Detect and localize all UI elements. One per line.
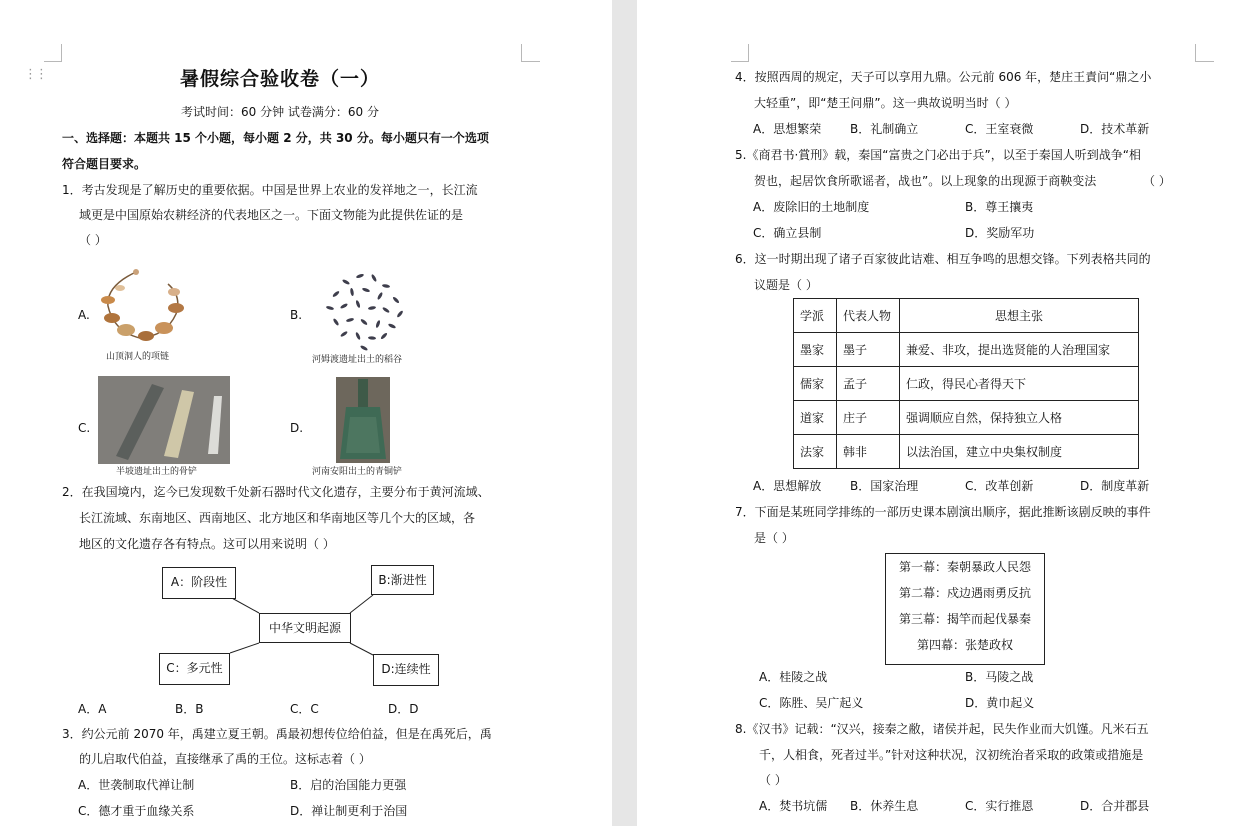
play-acts-box	[885, 553, 1045, 665]
question-7-text: 7．下面是某班同学排练的一部历史课本剧演出顺序，据此推断该剧反映的事件	[735, 505, 1151, 519]
option-label: C.	[78, 421, 91, 435]
question-2-text: 地区的文化遗存各有特点。这可以用来说明（ ）	[79, 537, 335, 551]
option: C．实行推恩	[965, 799, 1034, 813]
option-label: D.	[290, 421, 304, 435]
margin-corner-mark	[44, 44, 62, 62]
table-cell: 庄子	[837, 401, 900, 435]
table-cell: 道家	[794, 401, 837, 435]
document-page-2	[637, 0, 1241, 826]
table-cell: 以法治国，建立中央集权制度	[900, 435, 1139, 469]
table-cell: 儒家	[794, 367, 837, 401]
margin-corner-mark	[521, 44, 540, 62]
bone-shovels-image	[98, 376, 230, 464]
table-row	[794, 401, 1139, 435]
question-8-text: 千，人相食，死者过半。”针对这种状况，汉初统治者采取的政策或措施是	[759, 748, 1144, 762]
option: B．B	[175, 702, 204, 716]
section-heading: 符合题目要求。	[62, 157, 147, 171]
question-1-text: （ ）	[79, 233, 107, 247]
table-header-cell: 思想主张	[900, 299, 1139, 333]
image-caption: 河南安阳出土的青铜铲	[312, 467, 403, 477]
question-4-text: 4．按照西周的规定，天子可以享用九鼎。公元前 606 年，楚庄王責问“鼎之小	[735, 70, 1152, 84]
question-1-text: 域更是中国原始农耕经济的代表地区之一。下面文物能为此提供佐证的是	[79, 208, 464, 222]
option: D．技术革新	[1080, 122, 1150, 136]
option: D．奖励军功	[965, 226, 1035, 240]
document-page-1	[0, 0, 612, 826]
question-5-text: 贺也，起居饮食所歌谣者，战也”。以上现象的出现源于商鞅变法	[754, 174, 1097, 188]
question-5-text: （ ）	[1143, 174, 1171, 188]
question-8-text: （ ）	[759, 773, 787, 787]
option: B．启的治国能力更强	[290, 778, 407, 792]
option: D．D	[388, 702, 419, 716]
option: A．世袭制取代禅让制	[78, 778, 195, 792]
option: C．王室衰微	[965, 122, 1034, 136]
schools-table	[793, 298, 1139, 469]
play-act: 第二幕：戍边遇雨勇反抗	[898, 586, 1031, 600]
question-8-text: 8.《汉书》记载：“汉兴，接秦之敝，诸侯并起，民失作业而大饥馑。凡米石五	[735, 722, 1149, 736]
play-act: 第一幕：秦朝暴政人民怨	[898, 560, 1031, 574]
question-5-text: 5.《商君书·賞刑》载，秦国“富贵之门必出于兵”，以至于秦国人听到战争“相	[735, 148, 1141, 162]
table-cell: 兼爱、非攻，提出选贤能的人治理国家	[900, 333, 1139, 367]
option-label: A.	[78, 308, 90, 322]
question-7-text: 是（ ）	[754, 531, 794, 545]
table-cell: 墨子	[837, 333, 900, 367]
option: C．C	[290, 702, 319, 716]
concept-center: 中华文明起源	[259, 613, 351, 643]
concept-node-b: B:渐进性	[371, 565, 434, 595]
concept-node-c: C：多元性	[159, 653, 230, 685]
option: A．思想解放	[753, 479, 822, 493]
question-6-text: 议题是（ ）	[754, 278, 818, 292]
image-caption: 河姆渡遗址出土的稻谷	[312, 355, 403, 365]
exam-info: 考试时间：60 分钟 试卷满分：60 分	[181, 105, 379, 119]
option: D．制度革新	[1080, 479, 1150, 493]
option: A．焚书坑儒	[759, 799, 828, 813]
table-row	[794, 367, 1139, 401]
question-6-text: 6．这一时期出现了诸子百家彼此诘难、相互争鸣的思想交锋。下列表格共同的	[735, 252, 1151, 266]
play-act: 第四幕：张楚政权	[916, 638, 1013, 652]
margin-corner-mark	[1195, 44, 1214, 62]
option: A．废除旧的土地制度	[753, 200, 870, 214]
table-row	[794, 333, 1139, 367]
section-heading: 一、选择题：本题共 15 个小题，每小题 2 分，共 30 分。每小题只有一个选项	[62, 131, 489, 145]
option: B．尊王攘夷	[965, 200, 1034, 214]
question-2-text: 长江流域、东南地区、西南地区、北方地区和华南地区等几个大的区域，各	[79, 511, 476, 525]
option-label: B.	[290, 308, 303, 322]
table-header-row	[794, 299, 1139, 333]
option: B．休养生息	[850, 799, 919, 813]
option: C．陈胜、吴广起义	[759, 696, 864, 710]
table-cell: 孟子	[837, 367, 900, 401]
option: C．德才重于血缘关系	[78, 804, 195, 818]
question-4-text: 大轻重”，即“楚王问鼎”。这一典故说明当时（ ）	[754, 96, 1017, 110]
option: C．改革创新	[965, 479, 1034, 493]
play-act: 第三幕：揭竿而起伐暴秦	[898, 612, 1031, 626]
table-cell: 墨家	[794, 333, 837, 367]
drag-handle-icon[interactable]: ⋮⋮	[24, 67, 46, 82]
question-2-text: 2．在我国境内，迄今已发现数千处新石器时代文化遗存，主要分布于黄河流域、	[62, 485, 490, 499]
table-header-cell: 代表人物	[837, 299, 900, 333]
page-gutter	[612, 0, 637, 826]
image-caption: 山顶洞人的项链	[106, 352, 170, 362]
option: B．礼制确立	[850, 122, 919, 136]
option: A．思想繁荣	[753, 122, 822, 136]
concept-node-d: D:连续性	[373, 654, 439, 686]
option: B．马陵之战	[965, 670, 1034, 684]
table-row	[794, 435, 1139, 469]
question-3-text: 的儿启取代伯益，直接继承了禹的王位。这标志着（ ）	[79, 752, 371, 766]
table-cell: 仁政，得民心者得天下	[900, 367, 1139, 401]
option: D．合并郡县	[1080, 799, 1150, 813]
table-cell: 韩非	[837, 435, 900, 469]
bronze-shovel-image	[336, 377, 390, 463]
image-caption: 半坡遗址出土的骨铲	[116, 467, 198, 477]
necklace-image	[96, 266, 192, 348]
question-1-text: 1．考古发现是了解历史的重要依据。中国是世界上农业的发祥地之一，长江流	[62, 183, 478, 197]
option: A．桂陵之战	[759, 670, 828, 684]
page-title: 暑假综合验收卷（一）	[180, 68, 381, 90]
question-3-text: 3．约公元前 2070 年，禹建立夏王朝。禹最初想传位给伯益，但是在禹死后，禹	[62, 727, 492, 741]
rice-grains-image	[316, 264, 412, 352]
table-cell: 强调顺应自然，保持独立人格	[900, 401, 1139, 435]
option: A．A	[78, 702, 107, 716]
option: B．国家治理	[850, 479, 919, 493]
table-header-cell: 学派	[794, 299, 837, 333]
table-cell: 法家	[794, 435, 837, 469]
margin-corner-mark	[731, 44, 749, 62]
concept-node-a: A：阶段性	[162, 567, 236, 599]
option: D．黄巾起义	[965, 696, 1035, 710]
option: C．确立县制	[753, 226, 822, 240]
option: D．禅让制更利于治国	[290, 804, 408, 818]
